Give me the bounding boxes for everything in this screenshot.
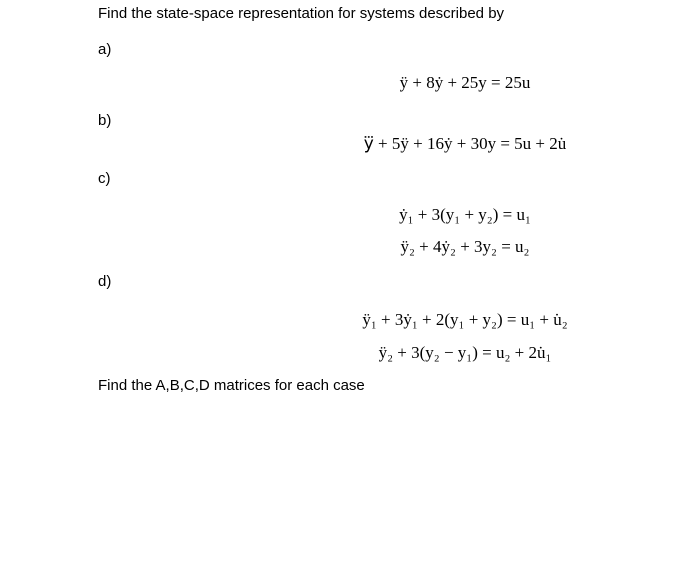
part-d-label: d) <box>98 273 112 290</box>
part-c-equation-1: ẏ₁ + 3(y₁ + y₂) = u₁ <box>399 205 531 224</box>
part-c-equation-2: ÿ₂ + 4ẏ₂ + 3y₂ = u₂ <box>400 237 530 256</box>
instructions-footer: Find the A,B,C,D matrices for each case <box>98 377 365 394</box>
part-d-equation-2: ÿ₂ + 3(y₂ − y₁) = u₂ + 2u̇₁ <box>378 343 552 362</box>
problem-heading: Find the state-space representation for systems described by <box>98 5 505 22</box>
part-c-label: c) <box>98 170 111 187</box>
part-a-label: a) <box>98 41 112 58</box>
part-b-label: b) <box>98 112 112 129</box>
part-b-equation: y⃛ + 5ÿ + 16ẏ + 30y = 5u + 2u̇ <box>363 134 567 153</box>
part-a-equation: ÿ + 8ẏ + 25y = 25u <box>399 73 531 92</box>
part-d-equation-1: ÿ₁ + 3ẏ₁ + 2(y₁ + y₂) = u₁ + u̇₂ <box>362 310 568 329</box>
